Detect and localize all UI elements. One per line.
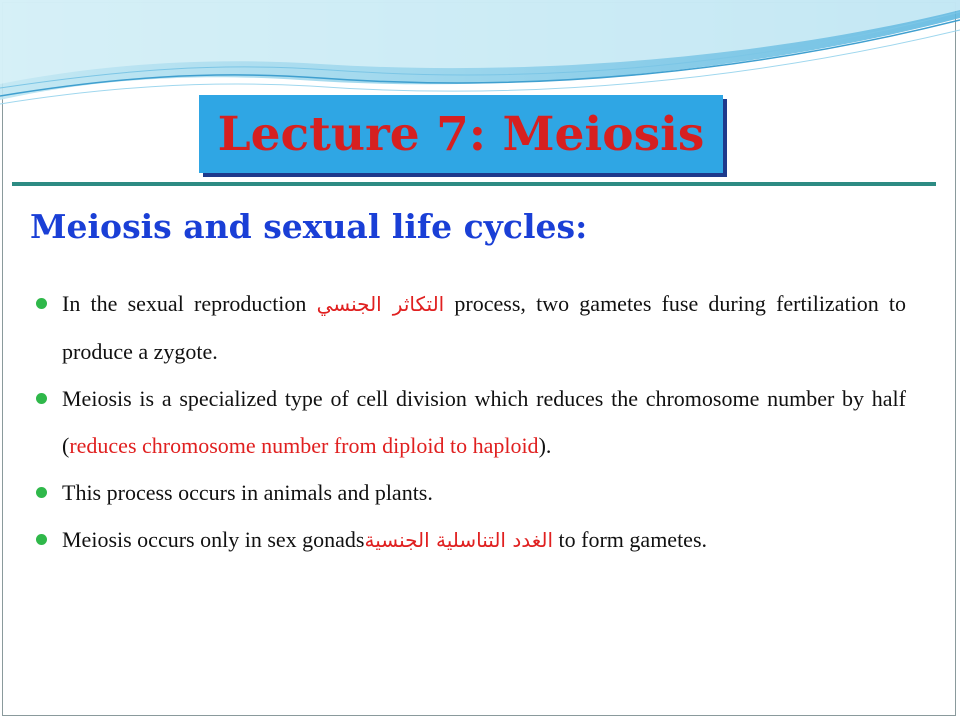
arabic-term: الغدد التناسلية الجنسية bbox=[364, 528, 554, 552]
arabic-term: التكاثر الجنسي bbox=[316, 292, 445, 316]
bullet-dot-icon bbox=[36, 534, 47, 545]
bullet-text: ). bbox=[538, 433, 552, 458]
header-wave-decoration bbox=[0, 0, 960, 110]
bullet-dot-icon bbox=[36, 393, 47, 404]
bullet-item bbox=[30, 469, 906, 516]
bullet-text: to form gametes. bbox=[553, 527, 708, 552]
slide-title: Lecture 7: Meiosis bbox=[217, 106, 705, 162]
section-heading: Meiosis and sexual life cycles: bbox=[30, 207, 588, 246]
bullet-item bbox=[30, 516, 906, 564]
bullet-text: In the sexual reproduction bbox=[62, 291, 317, 316]
bullet-dot-icon bbox=[36, 298, 47, 309]
bullet-text: Meiosis is a specialized type of cell division which reduces the chromosome number by half ( bbox=[62, 386, 906, 458]
bullet-item bbox=[30, 280, 906, 375]
bullet-list bbox=[30, 280, 906, 564]
title-box bbox=[199, 95, 723, 173]
highlight-text: reduces chromosome number from diploid to haploid bbox=[69, 433, 539, 458]
bullet-item bbox=[30, 375, 906, 469]
bullet-text: This process occurs in animals and plants. bbox=[62, 480, 433, 505]
bullet-text: Meiosis occurs only in sex gonads bbox=[62, 527, 365, 552]
title-divider bbox=[12, 182, 936, 186]
bullet-text: process, two gametes fuse during fertilization to produce a zygote. bbox=[62, 291, 907, 364]
bullet-dot-icon bbox=[36, 487, 47, 498]
